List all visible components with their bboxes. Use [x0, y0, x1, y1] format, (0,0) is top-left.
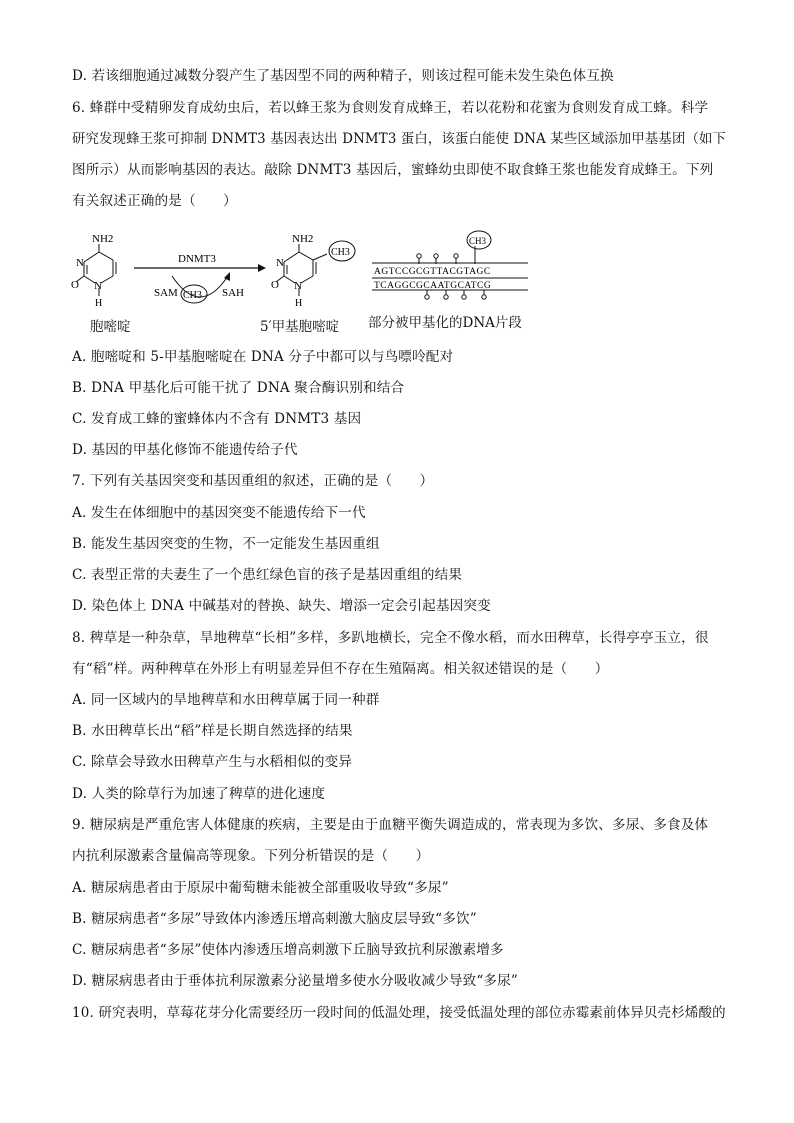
option-d-q9: D. 糖尿病患者由于垂体抗利尿激素分泌量增多使水分吸收减少导致“多尿”: [72, 973, 519, 989]
ch3-label: CH3: [183, 290, 202, 301]
o-label: O: [71, 279, 79, 291]
option-d-q8: D. 人类的除草行为加速了稗草的进化速度: [72, 786, 326, 802]
question-7-stem: 7. 下列有关基因突变和基因重组的叙述，正确的是（ ）: [72, 473, 434, 489]
n-label: N: [294, 280, 302, 292]
question-10-stem: 10. 研究表明，草莓花芽分化需要经历一段时间的低温处理，接受低温处理的部位赤霉素前体异贝壳杉烯酸的: [72, 1005, 726, 1021]
h-label: H: [95, 298, 103, 309]
question-9-stem: 9. 糖尿病是严重危害人体健康的疾病，主要是由于血糖平衡失调造成的，常表现为多饮、多尿、多食及体: [72, 817, 709, 833]
caption-cytosine: 胞嘧啶: [90, 319, 131, 335]
option-a-q7: A. 发生在体细胞中的基因突变不能遗传给下一代: [72, 505, 366, 521]
sah-label: SAH: [222, 287, 245, 299]
methylation-figure: [72, 226, 542, 336]
question-6-stem-line4: 有关叙述正确的是（ ）: [72, 193, 237, 209]
enzyme-label: DNMT3: [178, 253, 216, 265]
option-b-q6: B. DNA 甲基化后可能干扰了 DNA 聚合酶识别和结合: [72, 380, 405, 396]
ch3-label: CH3: [331, 247, 350, 258]
arrow-head-icon: [258, 264, 266, 272]
option-d-q7: D. 染色体上 DNA 中碱基对的替换、缺失、增添一定会引起基因突变: [72, 598, 491, 614]
option-d-q6: D. 基因的甲基化修饰不能遗传给子代: [72, 442, 298, 458]
question-6-stem: 6. 蜂群中受精卵发育成幼虫后，若以蜂王浆为食则发育成蜂王，若以花粉和花蜜为食则发育成工蜂。科学: [72, 100, 709, 116]
methyl-marker-icon: [417, 246, 475, 264]
dna-bottom-strand: TCAGGCGCAATGCATCG: [374, 281, 492, 291]
n-label: N: [76, 257, 84, 269]
option-a-q9: A. 糖尿病患者由于原尿中葡萄糖未能被全部重吸收导致“多尿”: [72, 880, 449, 896]
option-a-q8: A. 同一区域内的旱地稗草和水田稗草属于同一种群: [72, 692, 380, 708]
option-c-q8: C. 除草会导致水田稗草产生与水稻相似的变异: [72, 754, 353, 770]
caption-methylcytosine: 5′甲基胞嘧啶: [260, 319, 340, 335]
question-8-stem: 8. 稗草是一种杂草，旱地稗草“长相”多样，多趴地横长，完全不像水稻，而水田稗草，长得亭亭玉立，很: [72, 630, 709, 646]
ch3-label: CH3: [469, 236, 487, 246]
question-9-stem-line2: 内抗利尿激素含量偏高等现象。下列分析错误的是（ ）: [72, 848, 430, 864]
option-c-q6: C. 发育成工蜂的蜜蜂体内不含有 DNMT3 基因: [72, 411, 362, 427]
question-6-stem-line2: 研究发现蜂王浆可抑制 DNMT3 基因表达出 DNMT3 蛋白，该蛋白能使 DNA 某些区域添加甲基基团（如下: [72, 131, 727, 147]
sam-label: SAM: [154, 287, 178, 299]
question-6-stem-line3: 图所示）从而影响基因的表达。敲除 DNMT3 基因后，蜜蜂幼虫即使不取食蜂王浆也能发育成蜂王。下列: [72, 162, 714, 178]
option-b-q7: B. 能发生基因突变的生物，不一定能发生基因重组: [72, 536, 380, 552]
dna-fragment: [372, 231, 528, 299]
o-label: O: [271, 279, 279, 291]
option-a-q6: A. 胞嘧啶和 5-甲基胞嘧啶在 DNA 分子中都可以与鸟嘌呤配对: [72, 349, 454, 365]
option-d-q5: D. 若该细胞通过减数分裂产生了基因型不同的两种精子，则该过程可能未发生染色体互换: [72, 68, 614, 84]
h-label: H: [295, 298, 303, 309]
nh2-label: NH2: [92, 233, 114, 245]
question-8-stem-line2: 有“稻”样。两种稗草在外形上有明显差异但不存在生殖隔离。相关叙述错误的是（ ）: [72, 661, 609, 677]
nh2-label: NH2: [292, 233, 314, 245]
methyl-marker-icon: [425, 290, 486, 299]
n-label: N: [94, 280, 102, 292]
dna-top-strand: AGTCCGCGTTACGTAGC: [374, 267, 491, 277]
n-label: N: [276, 257, 284, 269]
option-c-q7: C. 表型正常的夫妻生了一个患红绿色盲的孩子是基因重组的结果: [72, 567, 463, 583]
caption-dna-fragment: 部分被甲基化的DNA片段: [368, 315, 522, 331]
option-b-q9: B. 糖尿病患者“多尿”导致体内渗透压增高刺激大脑皮层导致“多饮”: [72, 911, 477, 927]
option-b-q8: B. 水田稗草长出“稻”样是长期自然选择的结果: [72, 723, 353, 739]
option-c-q9: C. 糖尿病患者“多尿”使体内渗透压增高刺激下丘脑导致抗利尿激素增多: [72, 942, 504, 958]
